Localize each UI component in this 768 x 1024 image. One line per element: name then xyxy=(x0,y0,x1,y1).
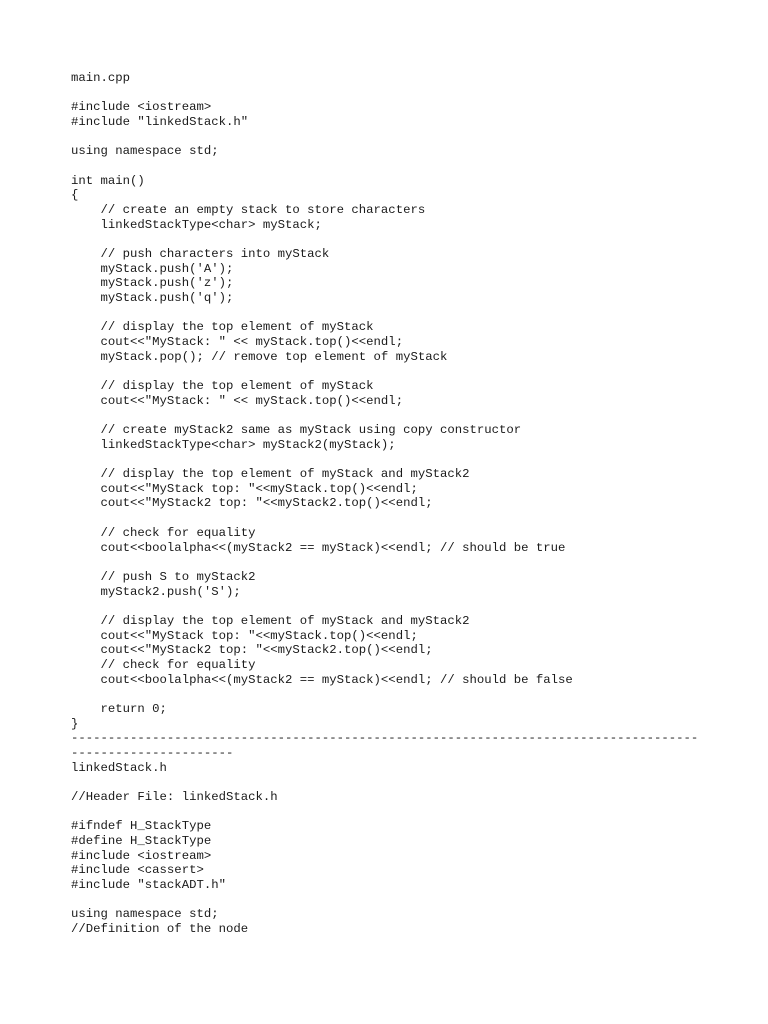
code-line xyxy=(71,232,751,247)
code-line: #ifndef H_StackType xyxy=(71,819,212,834)
code-line xyxy=(71,893,751,908)
code-line: #include "stackADT.h" xyxy=(71,877,226,892)
code-line: cout<<boolalpha<<(myStack2 == myStack)<<endl; // should be false xyxy=(71,672,573,687)
code-line: myStack.pop(); // remove top element of myStack xyxy=(71,349,448,364)
code-line xyxy=(71,599,751,614)
code-line: myStack.push('A'); xyxy=(71,261,234,276)
code-line: myStack2.push('S'); xyxy=(71,584,241,599)
code-line: myStack.push('z'); xyxy=(71,276,234,291)
code-line: #include <cassert> xyxy=(71,863,204,878)
code-line: return 0; xyxy=(71,701,167,716)
code-line: linkedStackType<char> myStack2(myStack); xyxy=(71,437,396,452)
code-line: using namespace std; xyxy=(71,907,219,922)
code-line: #define H_StackType xyxy=(71,833,212,848)
code-line: cout<<boolalpha<<(myStack2 == myStack)<<endl; // should be true xyxy=(71,540,566,555)
code-line xyxy=(71,805,751,820)
code-line xyxy=(71,364,751,379)
code-line: // display the top element of myStack xyxy=(71,320,374,335)
code-line: //Definition of the node xyxy=(71,921,249,936)
code-line: ---------------------- xyxy=(71,745,234,760)
code-line: int main() xyxy=(71,173,145,188)
code-line: // display the top element of myStack xyxy=(71,379,374,394)
code-line xyxy=(71,555,751,570)
code-line: { xyxy=(71,188,79,203)
code-line: using namespace std; xyxy=(71,144,219,159)
code-line: cout<<"MyStack2 top: "<<myStack2.top()<<endl; xyxy=(71,496,433,511)
code-line xyxy=(71,511,751,526)
code-line: #include <iostream> xyxy=(71,848,212,863)
code-line: #include <iostream> xyxy=(71,100,212,115)
code-line: ------------------------------------------------------------------------------------- xyxy=(71,731,699,746)
code-line: main.cpp xyxy=(71,71,131,85)
code-line: cout<<"MyStack top: "<<myStack.top()<<endl; xyxy=(71,481,418,496)
code-line: linkedStack.h xyxy=(71,760,167,775)
code-line xyxy=(71,687,751,702)
code-line: linkedStackType<char> myStack; xyxy=(71,217,322,232)
code-line xyxy=(71,306,751,321)
code-line xyxy=(71,130,751,145)
code-line xyxy=(71,452,751,467)
code-line: } xyxy=(71,716,79,731)
document-page xyxy=(71,71,751,937)
code-line: #include "linkedStack.h" xyxy=(71,115,249,130)
code-line: // display the top element of myStack and myStack2 xyxy=(71,613,470,628)
code-line: cout<<"MyStack: " << myStack.top()<<endl; xyxy=(71,335,404,350)
code-line: cout<<"MyStack2 top: "<<myStack2.top()<<endl; xyxy=(71,643,433,658)
code-line xyxy=(71,159,751,174)
code-line: // create an empty stack to store characters xyxy=(71,203,426,218)
code-line: //Header File: linkedStack.h xyxy=(71,789,278,804)
code-line: // display the top element of myStack and myStack2 xyxy=(71,467,470,482)
code-line: cout<<"MyStack: " << myStack.top()<<endl; xyxy=(71,393,404,408)
code-line: // check for equality xyxy=(71,525,256,540)
code-line xyxy=(71,775,751,790)
code-line: // push S to myStack2 xyxy=(71,569,256,584)
code-line: myStack.push('q'); xyxy=(71,291,234,306)
code-line xyxy=(71,408,751,423)
code-line: // push characters into myStack xyxy=(71,247,330,262)
code-line: // check for equality xyxy=(71,657,256,672)
code-line: // create myStack2 same as myStack using copy constructor xyxy=(71,423,522,438)
code-line: cout<<"MyStack top: "<<myStack.top()<<endl; xyxy=(71,628,418,643)
code-line xyxy=(71,86,751,101)
